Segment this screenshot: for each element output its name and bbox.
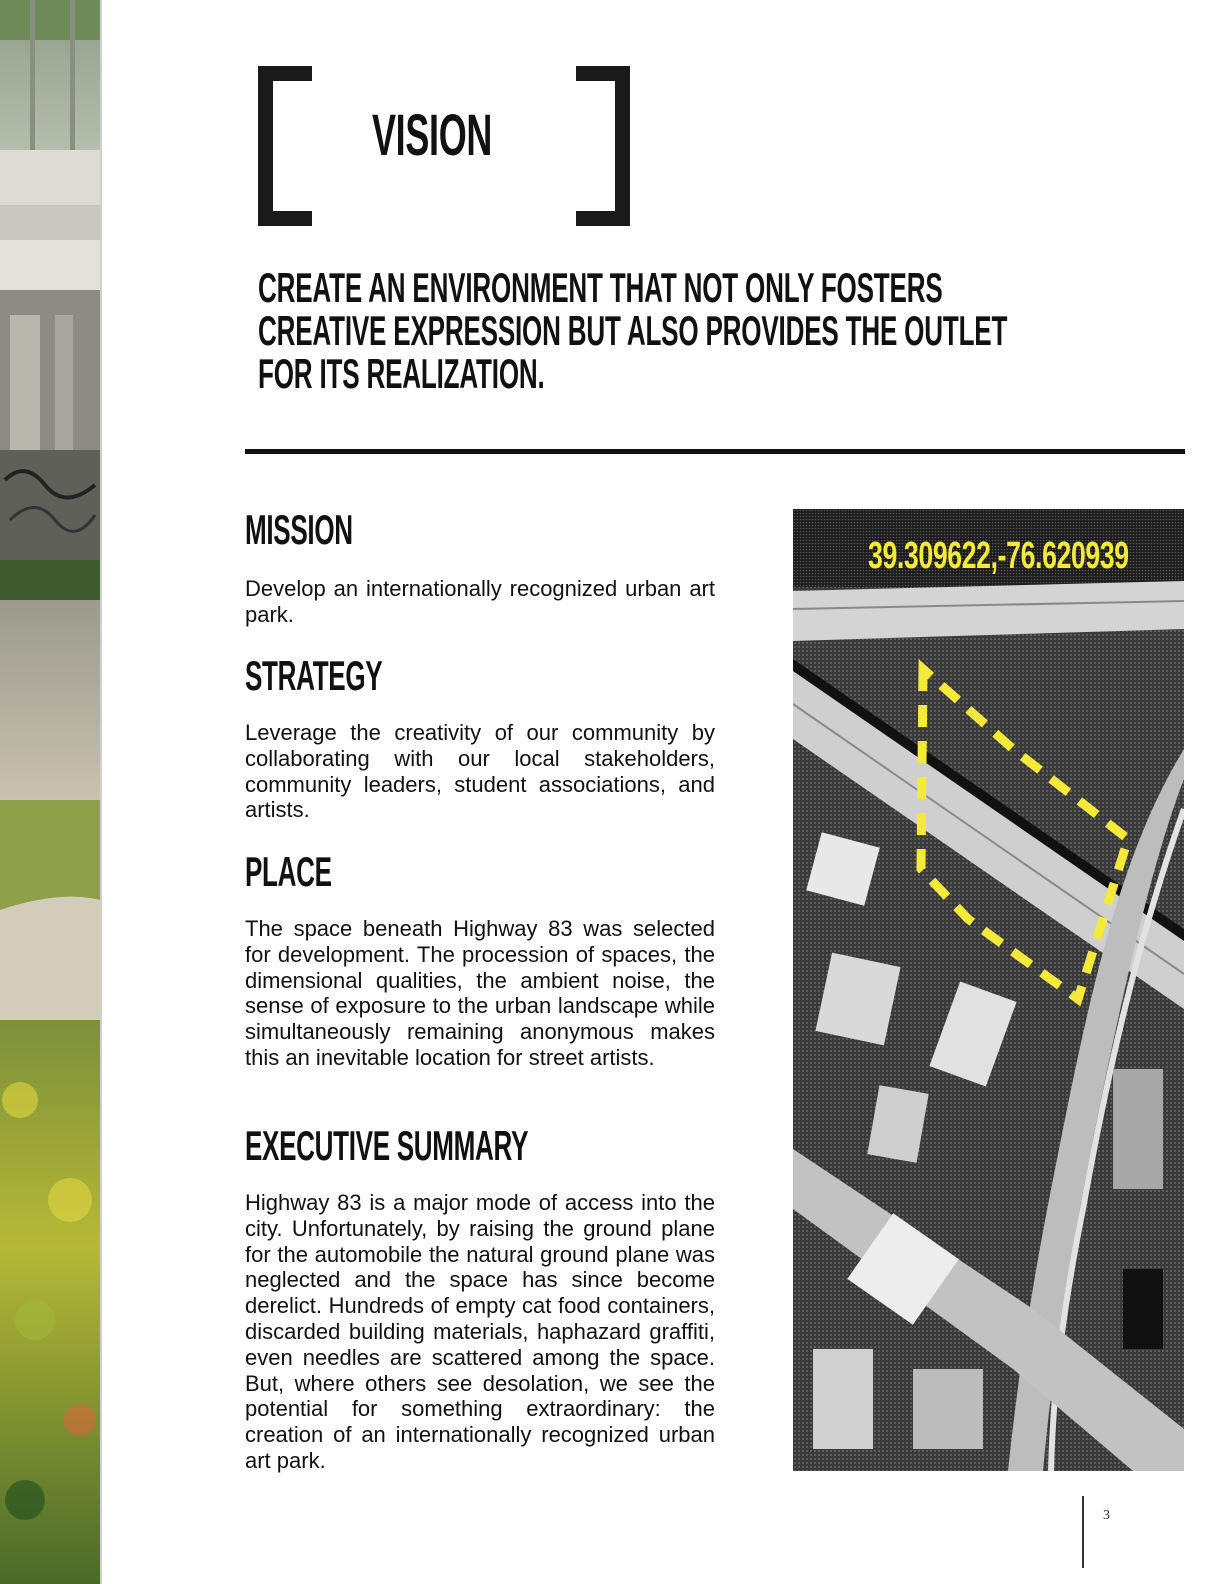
mission-heading: MISSION <box>245 506 353 553</box>
map-coordinates: 39.309622,-76.620939 <box>868 535 1129 577</box>
executive-summary-heading: EXECUTIVE SUMMARY <box>245 1122 529 1169</box>
mission-body: Develop an internationally recognized urban art park. <box>245 576 715 627</box>
executive-summary-section <box>245 1124 715 1474</box>
strategy-section <box>245 654 715 823</box>
vision-title: VISION <box>372 103 493 168</box>
executive-summary-body: Highway 83 is a major mode of access into the city. Unfortunately, by raising the ground plane for the automobile the natural ground plane was neglected and the space has since become derelict. Hundreds of empty cat food containers, discarded building materials, haphazard graffiti, even needles are scattered among the space. But, where others see desolation, we see the potential for something extraordinary: the creation of an internationally recognized urban art park. <box>245 1190 715 1473</box>
strategy-body: Leverage the creativity of our community by collaborating with our local stakeholders, community leaders, student associations, and artists. <box>245 720 715 823</box>
strategy-heading: STRATEGY <box>245 652 383 699</box>
page-number-rule <box>1082 1496 1084 1568</box>
vision-statement-line: CREATE AN ENVIRONMENT THAT NOT ONLY FOSTERS <box>258 264 943 311</box>
place-heading: PLACE <box>245 848 332 895</box>
place-body: The space beneath Highway 83 was selected for development. The procession of spaces, the dimensional qualities, the ambient noise, the sense of exposure to the urban landscape while simultaneously remaining anonymous makes this an inevitable location for street artists. <box>245 916 715 1070</box>
page-number: 3 <box>1103 1508 1110 1523</box>
vision-statement-line: CREATIVE EXPRESSION BUT ALSO PROVIDES THE OUTLET <box>258 307 1008 354</box>
vision-statement-line: FOR ITS REALIZATION. <box>258 350 545 397</box>
aerial-site-map <box>793 509 1184 1471</box>
section-divider <box>245 449 1185 454</box>
place-section <box>245 850 715 1071</box>
mission-section <box>245 508 715 628</box>
side-photo-strip <box>0 0 100 1584</box>
page-edge <box>100 0 102 1584</box>
vision-statement <box>258 266 1230 395</box>
